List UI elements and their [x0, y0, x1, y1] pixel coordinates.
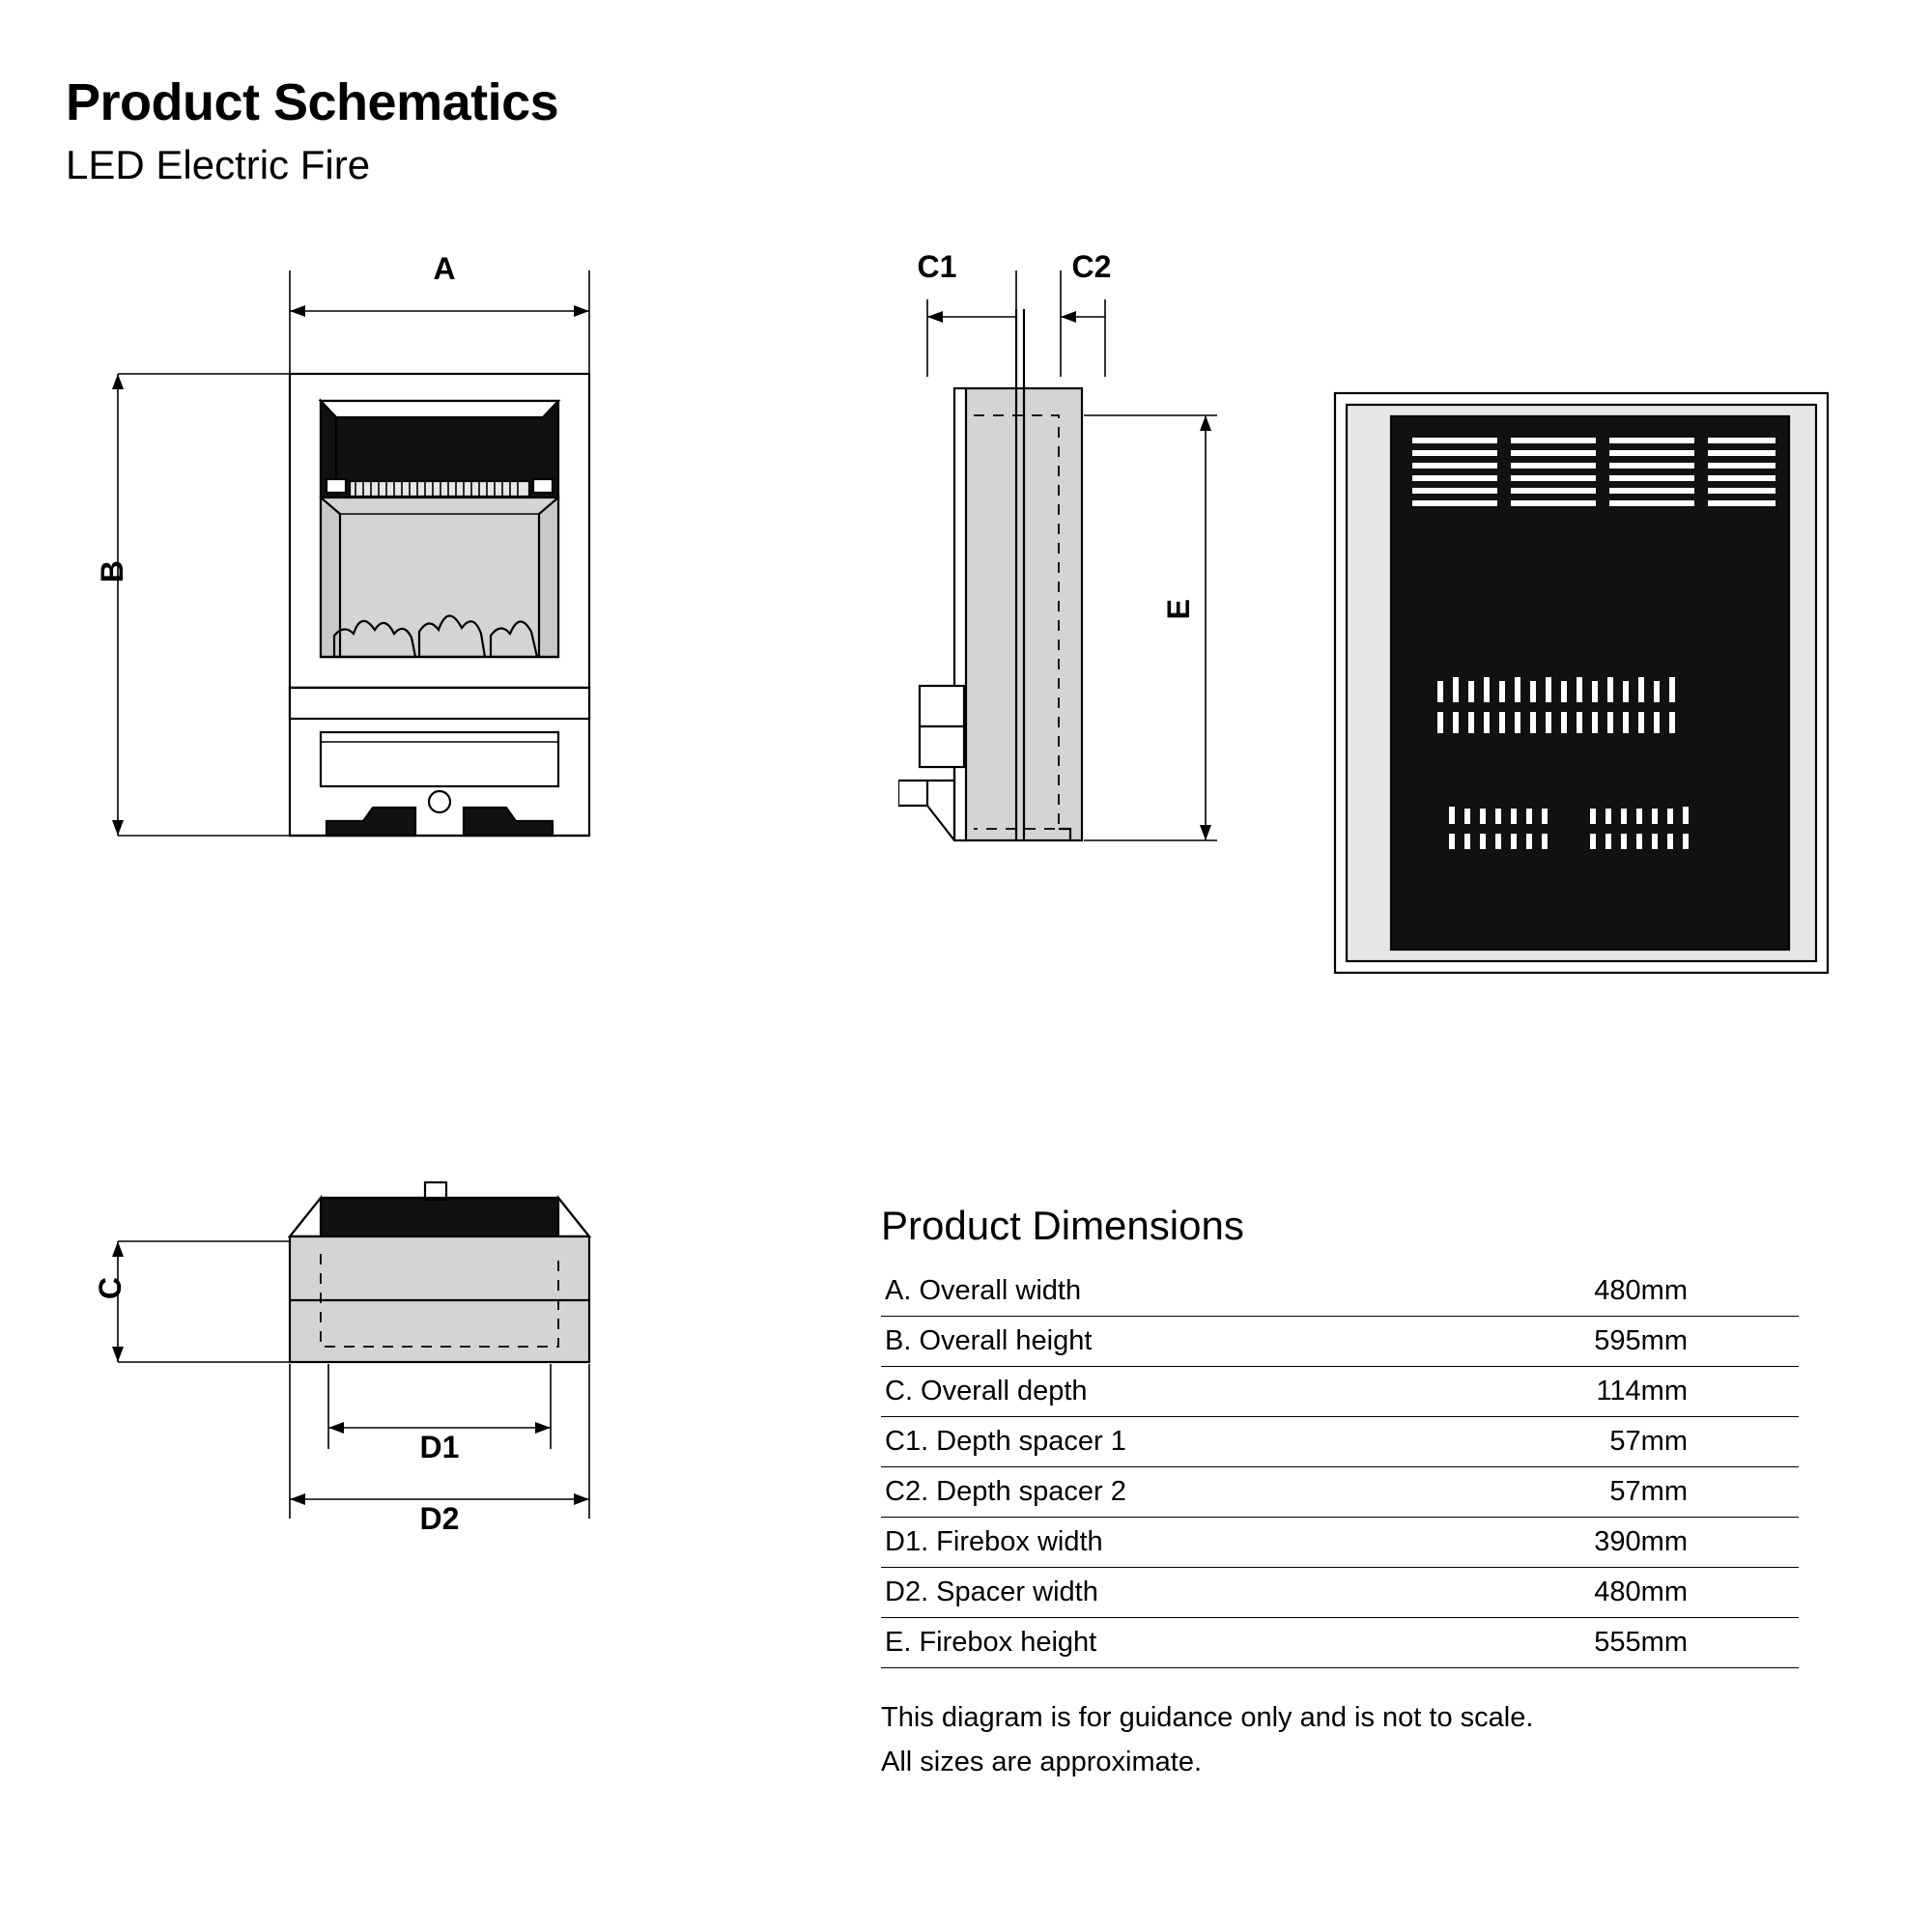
dimensions-table — [881, 1266, 1799, 1668]
table-row — [881, 1266, 1799, 1317]
back-view-diagram — [1333, 391, 1845, 1000]
dimension-label: D2. Spacer width — [881, 1568, 1380, 1618]
disclaimer-notes — [881, 1695, 1533, 1785]
dimension-value: 480mm — [1380, 1266, 1799, 1317]
dimension-label: C2. Depth spacer 2 — [881, 1467, 1380, 1518]
dimension-value: 480mm — [1380, 1568, 1799, 1618]
dim-label-c2: C2 — [1071, 249, 1112, 284]
front-view-diagram — [95, 251, 792, 1043]
dimension-value: 555mm — [1380, 1618, 1799, 1668]
dimension-label: A. Overall width — [881, 1266, 1380, 1317]
table-row — [881, 1317, 1799, 1367]
page-header — [66, 75, 558, 186]
dimension-value: 595mm — [1380, 1317, 1799, 1367]
dimension-label: D1. Firebox width — [881, 1518, 1380, 1568]
dimension-label: E. Firebox height — [881, 1618, 1380, 1668]
dimension-label: C. Overall depth — [881, 1367, 1380, 1417]
top-view-diagram — [93, 1140, 792, 1555]
dim-label-c1: C1 — [917, 249, 957, 284]
side-view-diagram — [898, 249, 1401, 1043]
disclaimer-line-2: All sizes are approximate. — [881, 1747, 1203, 1778]
dimension-label: C1. Depth spacer 1 — [881, 1417, 1380, 1467]
table-row — [881, 1618, 1799, 1668]
dim-label-b: B — [95, 560, 129, 583]
table-row — [881, 1518, 1799, 1568]
dimension-value: 114mm — [1380, 1367, 1799, 1417]
dimension-value: 57mm — [1380, 1417, 1799, 1467]
dimension-label: B. Overall height — [881, 1317, 1380, 1367]
table-row — [881, 1417, 1799, 1467]
product-dimensions-section — [881, 1203, 1799, 1668]
disclaimer-line-1: This diagram is for guidance only and is not to scale. — [881, 1702, 1534, 1733]
dimensions-heading: Product Dimensions — [881, 1203, 1244, 1248]
table-row — [881, 1568, 1799, 1618]
dim-label-e: E — [1161, 599, 1196, 620]
table-row — [881, 1367, 1799, 1417]
dim-label-a: A — [433, 251, 456, 286]
page-subtitle: LED Electric Fire — [66, 141, 371, 187]
dimension-value: 57mm — [1380, 1467, 1799, 1518]
dim-label-c: C — [93, 1277, 128, 1300]
dim-label-d2: D2 — [419, 1501, 460, 1536]
table-row — [881, 1467, 1799, 1518]
page-title: Product Schematics — [66, 73, 559, 131]
dimension-value: 390mm — [1380, 1518, 1799, 1568]
dim-label-d1: D1 — [419, 1430, 460, 1464]
